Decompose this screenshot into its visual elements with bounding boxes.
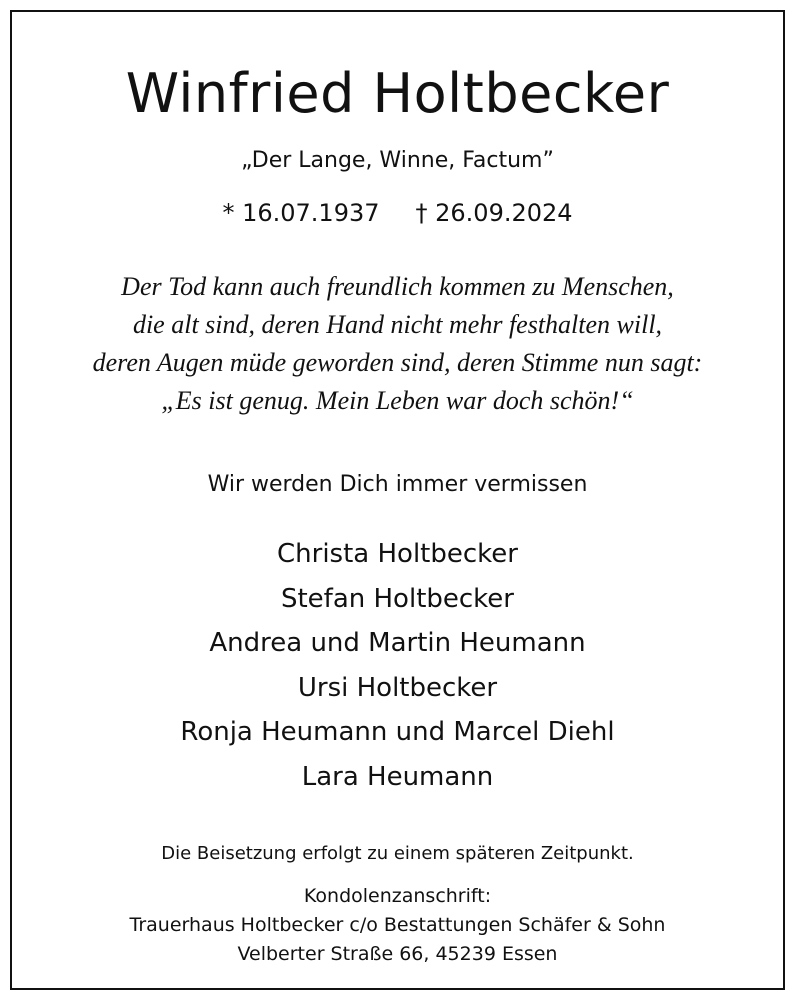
birth-date: * 16.07.1937 bbox=[222, 199, 380, 227]
death-date: † 26.09.2024 bbox=[415, 199, 573, 227]
burial-notice: Die Beisetzung erfolgt zu einem späteren Zeitpunkt. bbox=[161, 843, 634, 864]
deceased-nickname: „Der Lange, Winne, Factum” bbox=[241, 148, 554, 173]
poem-line: deren Augen müde geworden sind, deren Stimme nun sagt: bbox=[92, 348, 703, 377]
poem-line: Der Tod kann auch freundlich kommen zu Menschen, bbox=[121, 272, 674, 301]
mourners-list bbox=[0, 532, 795, 799]
poem bbox=[0, 268, 795, 420]
poem-line: die alt sind, deren Hand nicht mehr festhalten will, bbox=[132, 310, 663, 339]
mourner-name: Stefan Holtbecker bbox=[280, 583, 514, 614]
deceased-name: Winfried Holtbecker bbox=[125, 62, 670, 125]
condolence-address bbox=[0, 882, 795, 969]
condolence-address-line: Velberter Straße 66, 45239 Essen bbox=[237, 943, 558, 965]
mourners-intro: Wir werden Dich immer vermissen bbox=[207, 472, 588, 497]
condolence-label: Kondolenzanschrift: bbox=[303, 885, 492, 907]
poem-line: „Es ist genug. Mein Leben war doch schön!“ bbox=[161, 386, 634, 415]
mourner-name: Lara Heumann bbox=[301, 761, 494, 792]
mourner-name: Christa Holtbecker bbox=[277, 539, 518, 569]
mourner-name: Ursi Holtbecker bbox=[297, 672, 498, 703]
mourner-name: Ronja Heumann und Marcel Diehl bbox=[180, 717, 615, 747]
condolence-address-line: Trauerhaus Holtbecker c/o Bestattungen Schäfer & Sohn bbox=[129, 914, 666, 936]
life-dates bbox=[0, 199, 795, 227]
mourner-name: Andrea und Martin Heumann bbox=[209, 628, 586, 658]
